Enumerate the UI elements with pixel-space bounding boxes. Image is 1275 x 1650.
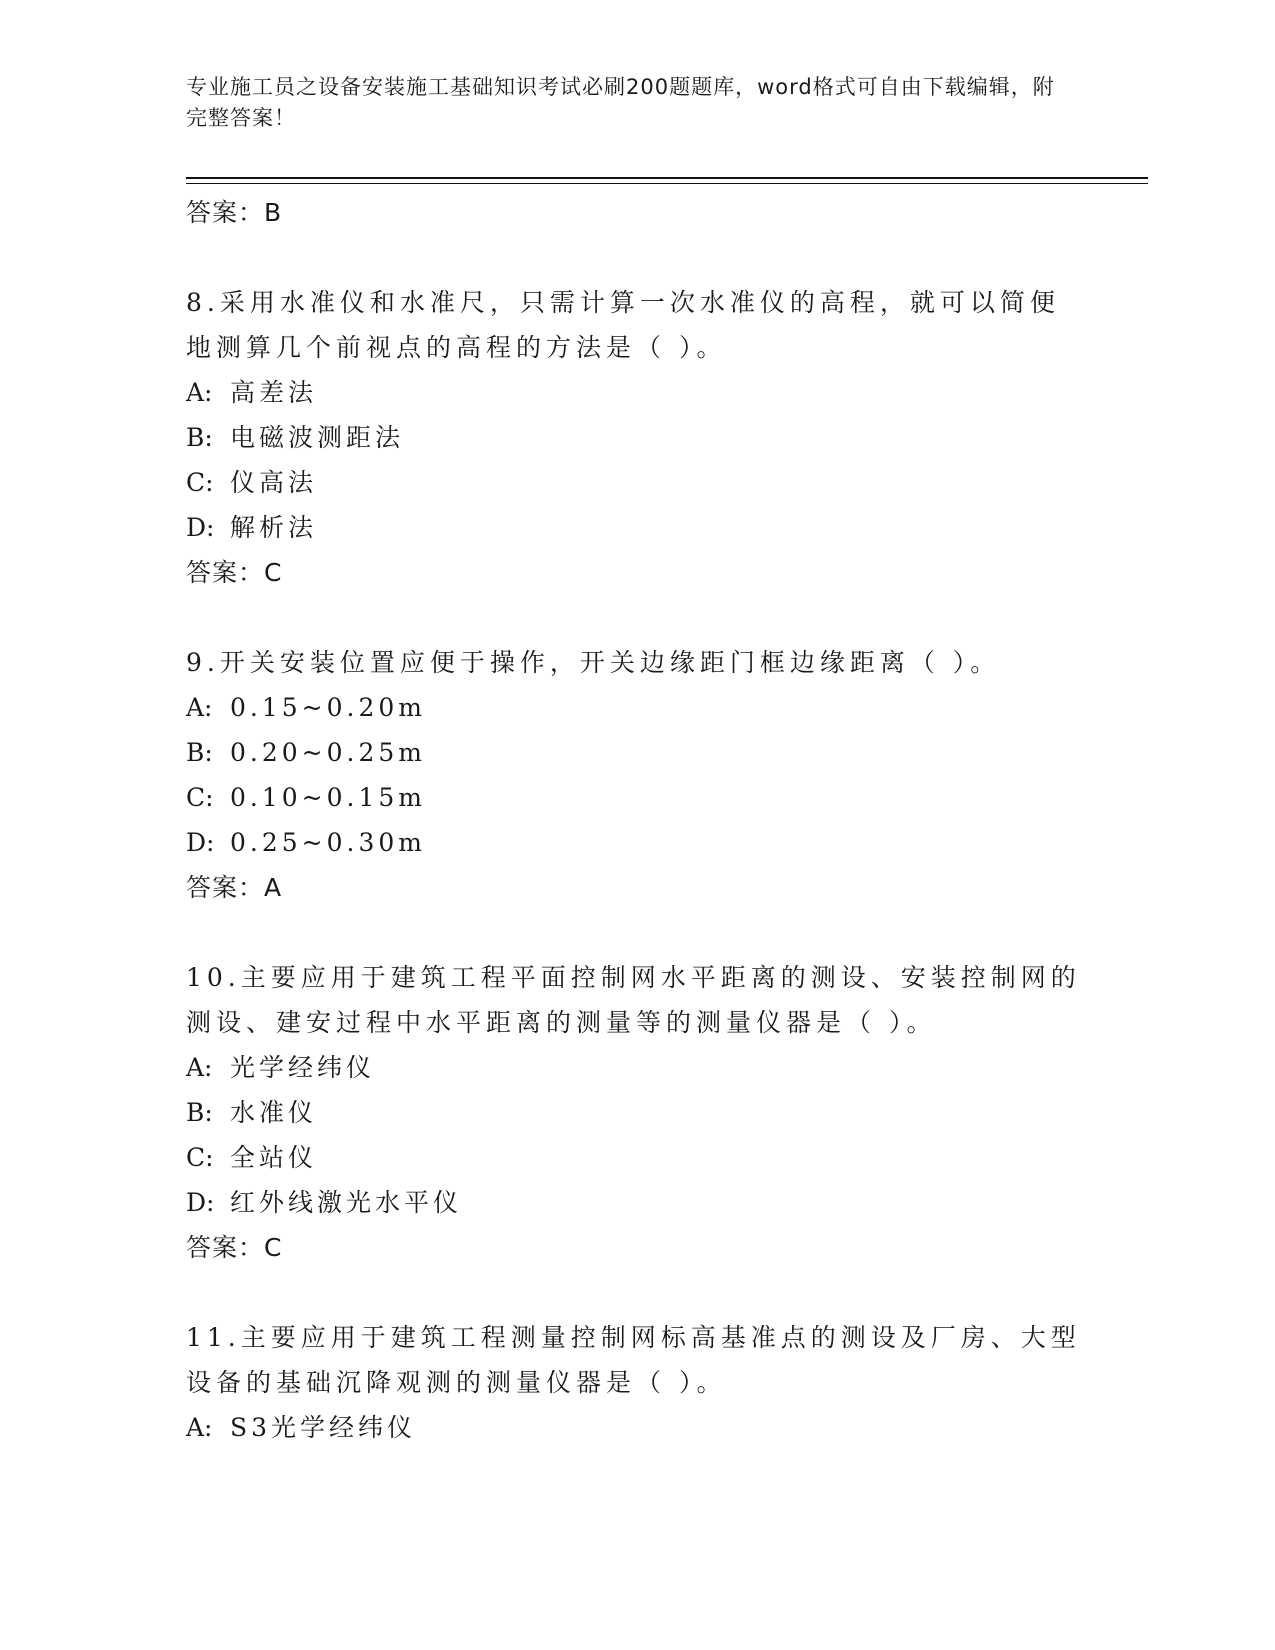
question-stem: 11.主要应用于建筑工程测量控制网标高基准点的测设及厂房、大型设备的基础沉降观测的测量仪器是（ ）。 [186,1323,1081,1397]
option-letter: D: [186,513,215,542]
option-text: 全站仪 [230,1143,318,1172]
option-text: 水准仪 [230,1098,318,1127]
header-rule-thick [186,177,1148,179]
option-text: 光学经纬仪 [230,1053,376,1082]
answer-line: 答案：C [186,558,283,587]
option-letter: A: [186,1053,213,1082]
option-d [186,1180,1086,1225]
option-letter: D: [186,1188,215,1217]
option-letter: C: [186,468,214,497]
question-block [186,1315,1086,1450]
option-text: 仪高法 [230,468,318,497]
header-title: 专业施工员之设备安装施工基础知识考试必刷200题题库，word格式可自由下载编辑，附完整答案！ [186,75,1055,130]
option-text: 高差法 [230,378,318,407]
option-b [186,415,1086,460]
document-header [186,72,1066,134]
option-letter: B: [186,1098,213,1127]
answer-line: 答案：A [186,873,283,902]
option-b [186,730,1086,775]
option-a [186,1045,1086,1090]
question-list [186,190,1086,1450]
answer-line: 答案：C [186,1233,283,1262]
option-text: 红外线激光水平仪 [230,1188,463,1217]
question-stem: 9.开关安装位置应便于操作，开关边缘距门框边缘距离（ ）。 [186,648,1001,677]
option-text: 0.20~0.25m [230,738,426,767]
option-d [186,505,1086,550]
header-rule-thin [186,183,1148,184]
option-b [186,1090,1086,1135]
option-letter: C: [186,783,214,812]
option-text: 0.15~0.20m [230,693,426,722]
question-stem: 8.采用水准仪和水准尺，只需计算一次水准仪的高程，就可以简便地测算几个前视点的高程的方法是（ ）。 [186,288,1060,362]
question-stem: 10.主要应用于建筑工程平面控制网水平距离的测设、安装控制网的测设、建安过程中水平距离的测量等的测量仪器是（ ）。 [186,963,1081,1037]
option-a [186,370,1086,415]
option-letter: B: [186,423,213,452]
option-text: 电磁波测距法 [230,423,405,452]
option-c [186,775,1086,820]
answer-line: 答案：B [186,198,283,227]
question-block [186,280,1086,595]
option-letter: C: [186,1143,214,1172]
option-text: 0.25~0.30m [230,828,426,857]
option-letter: D: [186,828,215,857]
question-block [186,955,1086,1270]
option-a [186,1405,1086,1450]
option-letter: B: [186,738,213,767]
option-text: 解析法 [230,513,318,542]
option-c [186,460,1086,505]
option-a [186,685,1086,730]
option-text: 0.10~0.15m [230,783,426,812]
option-letter: A: [186,378,213,407]
option-letter: A: [186,693,213,722]
option-d [186,820,1086,865]
option-letter: A: [186,1413,213,1442]
question-block [186,640,1086,910]
option-text: S3光学经纬仪 [230,1413,417,1442]
option-c [186,1135,1086,1180]
